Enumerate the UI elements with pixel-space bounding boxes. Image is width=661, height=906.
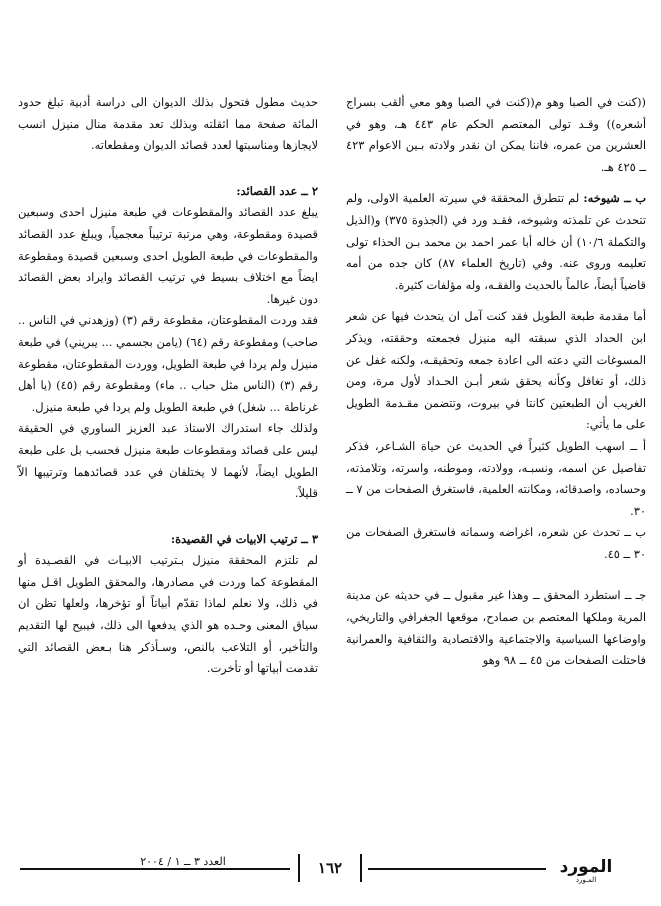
section-heading: ٣ ــ ترتيب الابيات في القصيدة: [170, 531, 318, 546]
paragraph: فقد وردت المقطوعتان، مقطوعة رقم (٣) (وزهدني في الناس .. صاحب) ومقطوعة رقم (٦٤) (يامن بجسمي ... يبريني) في طبعة منيزل ولم يردا في طبعة الطويل، ووردت المقطوعتان، مقطوعة رقم (٣) (الناس مثل حباب .. ماء) ومقطوعة رقم (٤٥) (يا أهل غرناطة ... شغل) في طبعة الطويل ولم يردا في طبعة منيزل. [18, 313, 319, 414]
paragraph: ((كنت في الصبا وهو م((كنت في الصبا وهو معي ألقب بسراج أشعره)) وقـد تولى المعتصم الحكم عام ٤٤٣ هـ، وهو في العشرين من عمره، فاننا يمكن ان نقدر ولادته بـين الاعوام ٤٢٣ ــ ٤٢٥ هـ. [346, 95, 646, 174]
paragraph: يبلغ عدد القصائد والمقطوعات في طبعة منيزل احدى وسبعين قصيدة ومقطوعة، وهي مرتبة ترتيباً معجمياً، ويبلغ عدد القصائد والمقطوعات في طبعة الطويل احدى وسبعين قصيدة ومقطوعة ايضاً مع اختلاف بسيط في ترتيب القصائد وايراد بعض القصائد دون غيرها. [18, 205, 318, 306]
journal-logo [550, 858, 622, 886]
paragraph-text: لم تتطرق المحققة في سيرته العلمية الاولى، ولم تتحدث عن تلمذته وشيوخه، فقـد ورد في (الجذوة ٣٧٥) و(الذيل والتكملة ١٠/٦) أن خاله أبا عمر احمد بن محمد بـن الحذاء تولى تعليمه وروى عنه. وفي (تاريخ العلماء ٨٧) كان جده من أمه قاضياً أيضاً، عالماً بالحديث والفقـه، وله مؤلفات كثيرة. [346, 191, 646, 292]
left-column [18, 92, 318, 680]
paragraph: ولذلك جاء استدراك الاستاذ عبد العزيز الساوري في الحقيقة ليس على قصائد ومقطوعات طبعة منيزل فحسب بل على طبعة الطويل ايضاً، لأنهما لا يختلفان في عدد قصائدهما وترتيبها الاّ قليلاً. [18, 421, 318, 501]
paragraph: أ ــ اسهب الطويل كثيراً في الحديث عن حياة الشـاعر، فذكر تفاصيل عن اسمه، ونسبـه، وولادته، وموطنه، واسرته، وتلامذته، وحساده، واصدقائه، ومكانته العلمية، فاستغرق الصفحات من ٧ ــ ٣٠. [346, 438, 646, 518]
footer-rule [368, 868, 546, 870]
page-number: ١٦٢ [298, 854, 362, 882]
right-column [346, 92, 646, 672]
page-footer [0, 846, 661, 886]
logo-text: المورد [559, 857, 613, 877]
paragraph: حديث مطول فتحول بذلك الديوان الى دراسة أدبية تبلغ حدود المائة صفحة مما اثقلته وبذلك تعد مقدمة منال منيزل انسب لايجازها ومناسبتها لعدد قصائد الديوان ومقطعاته. [18, 95, 318, 153]
paragraph: لم تلتزم المحققة منيزل بـترتيب الابيـات في القصـيدة أو المقطوعة كما وردت في مصادرها، والمحقق الطويل اقـل منها في ذلك، ولا نعلم لماذا تقدّم أبياتاً أو تؤخرها، ولعلها تظن ان سياق المعنى وحـده هو الذي يدفعها الى ذلك، فيبيح لها التقديم والتأخير، أو التلاعب بالنص، وسـأذكر هنا بـعض القصائد التي تقدمت أبياتها أو تأخرت. [18, 553, 318, 676]
section-heading: ٢ ــ عدد القصائد: [236, 183, 318, 198]
logo-subtext: المـورد [575, 876, 597, 884]
issue-label: العدد ٣ ــ ١ / ٢٠٠٤ [140, 855, 226, 868]
paragraph: ب ــ تحدث عن شعره، اغراضه وسماته فاستغرق الصفحات من ٣٠ ــ ٤٥. [346, 525, 646, 561]
paragraph: أما مقدمة طبعة الطويل فقد كنت آمل ان يتحدث فيها عن شعر ابن الحداد الذي سبقته اليه منيزل فجمعته وحققته، ويذكر المسوغات التي دعته الى اعادة جمعه وتحقيقـه، ولكنه غفل عن ذلك، أو تغافل وكأنه يحقق شعر أبـن الحـداد لأول مرة، ومن الغريب أن الطبعتين كانتا في بيروت، وتتضمن مقـدمة الطويل على ما يأتي: [346, 309, 646, 432]
paragraph [346, 188, 646, 296]
section-label: ب ــ شيوخه: [583, 191, 646, 206]
paragraph: جـ ــ استطرد المحقق ــ وهذا غير مقبول ــ في حديثه عن مدينة المرية وملكها المعتصم بن صمادح، موقعها الجغرافي والتاريخي، واوضاعها السياسية والاجتماعية والاقتصادية والثقافية والعمرانية فاحتلت الصفحات من ٤٥ ــ ٩٨ وهو [346, 588, 646, 668]
